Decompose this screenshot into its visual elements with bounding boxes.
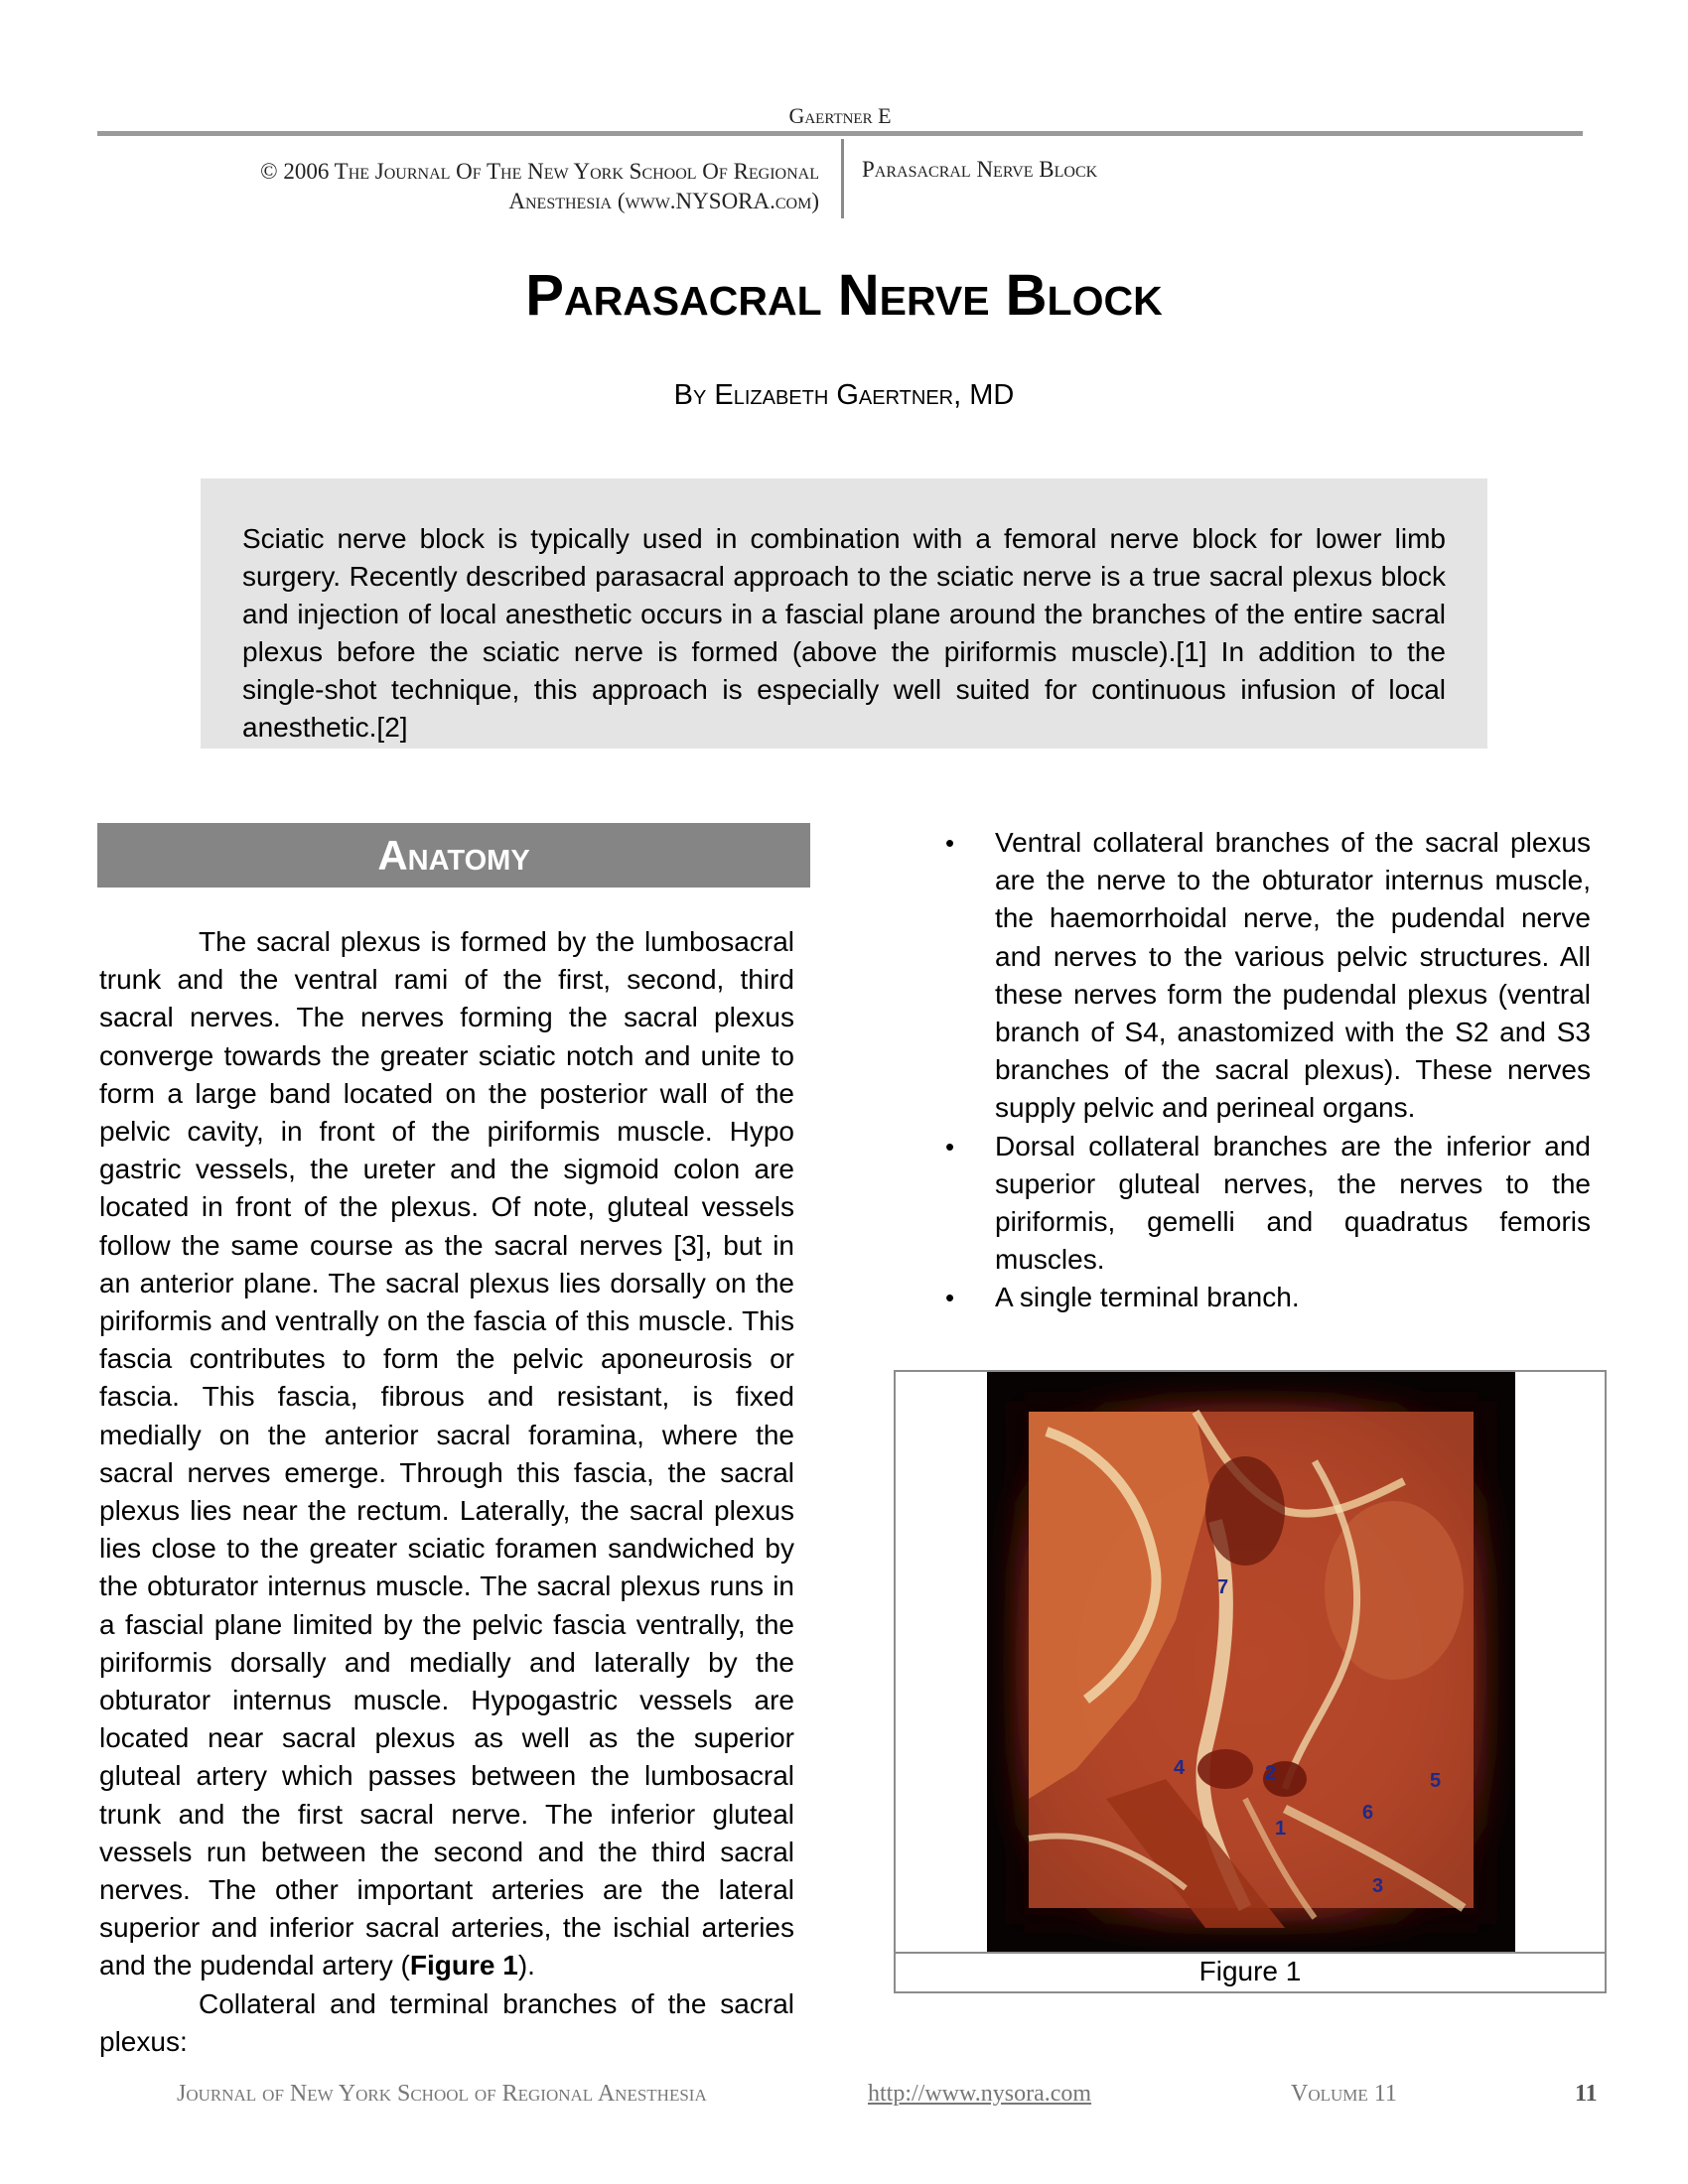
figure-label: 1: [1275, 1818, 1287, 1840]
figure-label: 4: [1174, 1757, 1186, 1779]
figure-label: 3: [1372, 1875, 1384, 1897]
figure-label: 6: [1362, 1802, 1374, 1824]
figure-label: 5: [1430, 1770, 1442, 1792]
copyright-line-1: © 2006 The Journal Of The New York School Of Regional: [260, 159, 819, 184]
bullet-icon: •: [945, 1131, 955, 1161]
section-name: Parasacral Nerve Block: [862, 157, 1098, 182]
right-column: [945, 824, 1591, 1317]
footer-link[interactable]: http://www.nysora.com: [868, 2081, 1092, 2107]
list-item-text: A single terminal branch.: [995, 1282, 1300, 1313]
caption-divider: [896, 1952, 1605, 1954]
anatomy-paragraph-1-text: The sacral plexus is formed by the lumbosacral trunk and the ventral rami of the first, second, third sacral nerves. The nerves forming the sacral plexus converge towards the greater sciatic notch and unite to form a large band located on the posterior wall of the pelvic cavity, in front of the piriformis muscle. Hypo gastric vessels, the ureter and the sigmoid colon are located in front of the plexus. Of note, gluteal vessels follow the same course as the sacral nerves [3], but in an anterior plane. The sacral plexus lies dorsally on the piriformis and ventrally on the fascia of this muscle. This fascia contributes to form the pelvic aponeurosis or fascia. This fascia, fibrous and resistant, is fixed medially on the anterior sacral foramina, where the sacral nerves emerge. Through this fascia, the sacral plexus lies near the rectum. Laterally, the sacral plexus lies close to the greater sciatic foramen sandwiched by the obturator internus muscle. The sacral plexus runs in a fascial plane limited by the pelvic fascia ventrally, the piriformis dorsally and medially and laterally by the obturator internus muscle. Hypogastric vessels are located near sacral plexus as well as the superior gluteal artery which passes between the lumbosacral trunk and the first sacral nerve. The inferior gluteal vessels run between the second and the third sacral nerves. The other important arteries are the lateral superior and inferior sacral arteries, the ischial arteries and the pudendal artery (: [99, 926, 794, 1981]
list-item: [945, 1128, 1591, 1280]
anatomy-paragraph-1: [99, 923, 794, 1985]
list-item: [945, 1279, 1591, 1316]
header-rule: [97, 131, 1583, 136]
footer-volume: Volume 11: [1291, 2081, 1397, 2107]
left-column: [99, 923, 794, 2061]
list-item-text: Ventral collateral branches of the sacral plexus are the nerve to the obturator internus muscle, the haemorrhoidal nerve, the pudendal nerve and nerves to the various pelvic structures. All these nerves form the pudendal plexus (ventral branch of S4, anastomized with the S2 and S3 branches of the sacral plexus). These nerves supply pelvic and perineal organs.: [995, 827, 1591, 1124]
page-number: 11: [1575, 2081, 1598, 2107]
figure-label: 2: [1265, 1762, 1277, 1784]
list-item: [945, 824, 1591, 1128]
bullet-icon: •: [945, 828, 955, 858]
figure-caption: Figure 1: [1198, 1956, 1302, 1986]
byline: By Elizabeth Gaertner, MD: [673, 379, 1015, 411]
figure-label: 7: [1217, 1576, 1229, 1598]
anatomical-section-image: [987, 1372, 1515, 1952]
copyright-notice: [99, 157, 819, 216]
header-divider: [841, 139, 844, 218]
anatomy-paragraph-2: Collateral and terminal branches of the sacral plexus:: [99, 1987, 794, 2057]
running-head: Gaertner E: [788, 103, 892, 128]
footer-journal-name: Journal of New York School of Regional Anesthesia: [177, 2081, 707, 2107]
copyright-line-2: Anesthesia (www.NYSORA.com): [508, 189, 819, 213]
bullet-icon: •: [945, 1283, 955, 1313]
abstract-box: [201, 478, 1487, 749]
anatomy-paragraph-1-end: ).: [517, 1950, 535, 1981]
abstract-text: Sciatic nerve block is typically used in combination with a femoral nerve block for lower limb surgery. Recently described parasacral approach to the sciatic nerve is a true sacral plexus block and injection of local anesthetic occurs in a fascial plane around the branches of the entire sacral plexus before the sciatic nerve is formed (above the piriformis muscle).[1] In addition to the single-shot technique, this approach is especially well suited for continuous infusion of local anesthetic.[2]: [242, 523, 1446, 743]
section-heading-anatomy: Anatomy: [97, 823, 810, 887]
page-footer: [0, 2081, 1688, 2111]
article-title: Parasacral Nerve Block: [525, 263, 1163, 328]
anatomy-illustration: [987, 1372, 1515, 1952]
list-item-text: Dorsal collateral branches are the inferior and superior gluteal nerves, the nerves to the piriformis, gemelli and quadratus femoris muscles.: [995, 1130, 1591, 1276]
branch-list: [945, 824, 1591, 1317]
figure-reference: Figure 1: [409, 1950, 518, 1981]
figure-1: [894, 1370, 1607, 1993]
